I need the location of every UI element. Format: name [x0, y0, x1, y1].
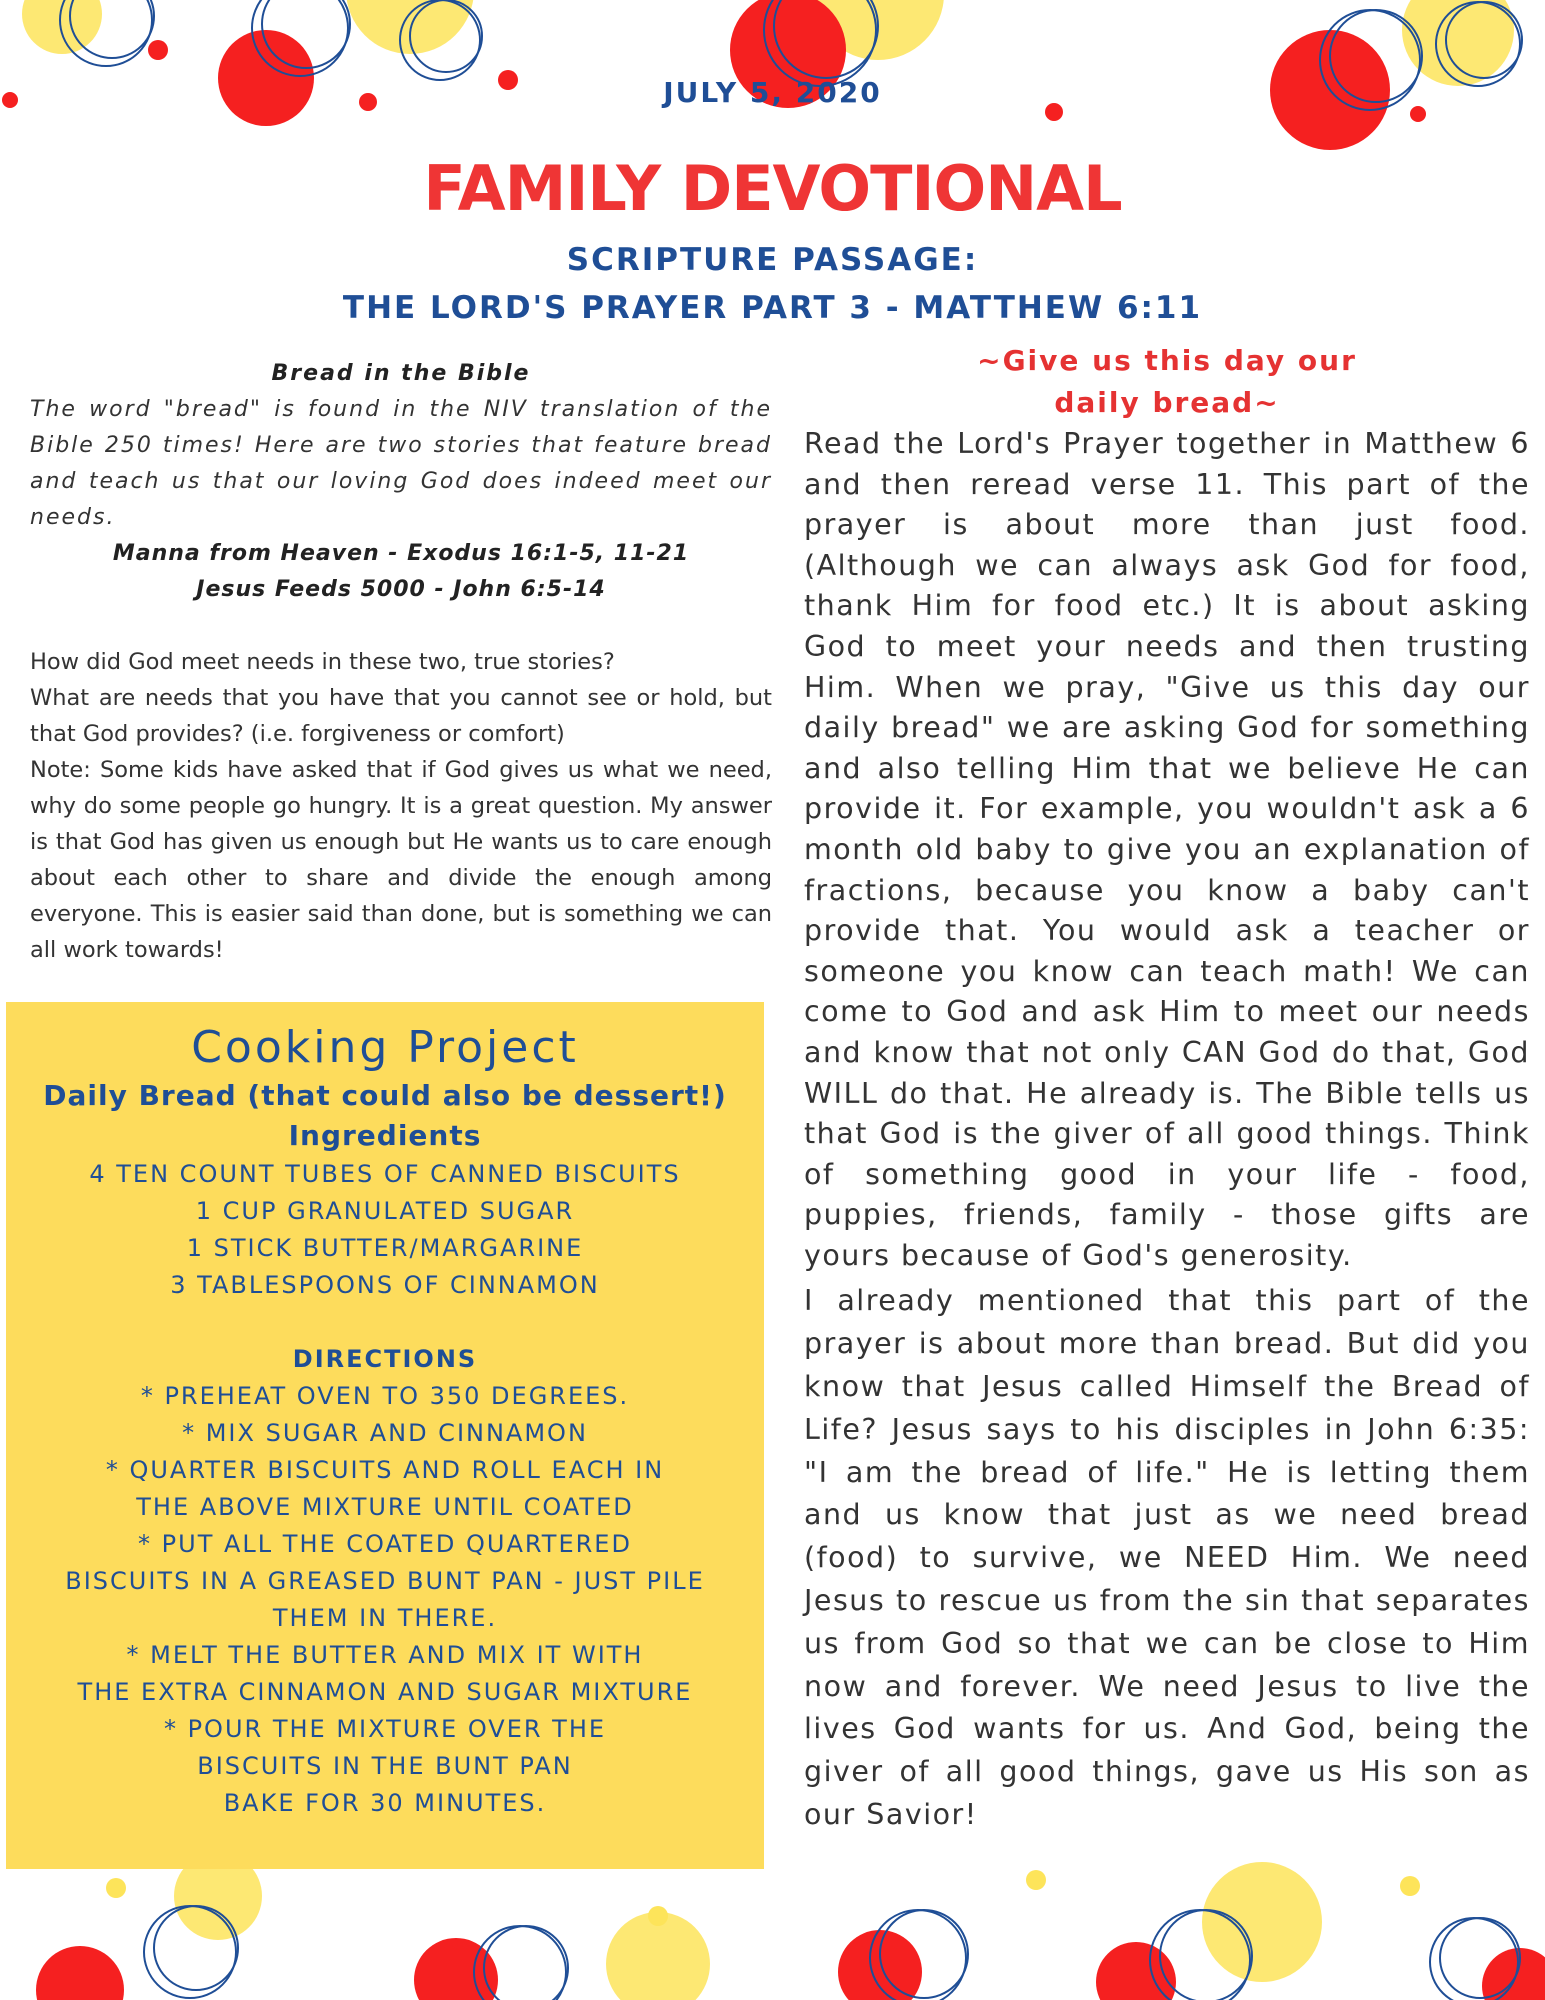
recipe-title: Daily Bread (that could also be dessert!): [43, 1079, 727, 1112]
direction-line: BAKE FOR 30 MINUTES.: [223, 1789, 547, 1817]
cooking-project-box: [6, 1002, 764, 1869]
direction-line: * MELT THE BUTTER AND MIX IT WITH: [126, 1641, 644, 1669]
direction-line: * QUARTER BISCUITS AND ROLL EACH IN: [105, 1456, 665, 1484]
direction-line: THEM IN THERE.: [272, 1604, 498, 1632]
discussion-questions: [30, 644, 772, 968]
bread-in-bible-section: [30, 356, 772, 968]
direction-line: BISCUITS IN THE BUNT PAN: [197, 1752, 573, 1780]
bread-in-bible-heading: Bread in the Bible: [271, 361, 531, 386]
bread-of-life-paragraph: I already mentioned that this part of the prayer is about more than bread. But did you know that Jesus called Himself the Bread of Life? Jesus says to his disciples in John 6:35: "I am the bread of life." He is letting them and us know that just as we need bread (food) to survive, we NEED Him. We need Jesus to rescue us from the sin that separates us from God so that we can be close to Him now and forever. We need Jesus to live the lives God wants for us. And God, being the giver of all good things, gave us His son as our Savior!: [804, 1284, 1530, 1832]
ingredient-item: 3 TABLESPOONS OF CINNAMON: [170, 1271, 600, 1299]
question-paragraph: What are needs that you have that you cannot see or hold, but that God provides? (i.e. forgiveness or comfort): [30, 685, 772, 747]
story-reference-feeds-5000: Jesus Feeds 5000 - John 6:5-14: [196, 577, 606, 602]
scripture-reference: THE LORD'S PRAYER PART 3 - MATTHEW 6:11: [342, 290, 1203, 326]
direction-line: * PREHEAT OVEN TO 350 DEGREES.: [140, 1382, 630, 1410]
scripture-label: SCRIPTURE PASSAGE:: [566, 242, 979, 278]
ingredient-item: 4 TEN COUNT TUBES OF CANNED BISCUITS: [89, 1160, 681, 1188]
bread-intro-text: The word "bread" is found in the NIV translation of the Bible 250 times! Here are two stories that feature bread and teach us that our loving God does indeed meet our needs.: [30, 397, 772, 530]
daily-bread-heading-line2: daily bread~: [1054, 386, 1280, 419]
directions-label: DIRECTIONS: [292, 1345, 478, 1373]
direction-line: * MIX SUGAR AND CINNAMON: [182, 1419, 588, 1447]
scripture-heading: [0, 236, 1545, 332]
story-reference-manna: Manna from Heaven - Exodus 16:1-5, 11-21: [112, 541, 690, 566]
direction-line: * POUR THE MIXTURE OVER THE: [163, 1715, 607, 1743]
devotional-date: JULY 5, 2020: [663, 76, 882, 109]
direction-line: THE ABOVE MIXTURE UNTIL COATED: [136, 1493, 634, 1521]
daily-bread-section: [804, 340, 1530, 1837]
ingredient-item: 1 CUP GRANULATED SUGAR: [195, 1197, 575, 1225]
direction-line: THE EXTRA CINNAMON AND SUGAR MIXTURE: [77, 1678, 693, 1706]
daily-bread-paragraph: Read the Lord's Prayer together in Matthew 6 and then reread verse 11. This part of the prayer is about more than just food. (Although we can always ask God for food, thank Him for food etc.) It is about asking God to meet your needs and then trusting Him. When we pray, "Give us this day our daily bread" we are asking God for something and also telling Him that we believe He can provide it. For example, you wouldn't ask a 6 month old baby to give you an explanation of fractions, because you know a baby can't provide that. You would ask a teacher or someone you know can teach math! We can come to God and ask Him to meet our needs and know that not only CAN God do that, God WILL do that. He already is. The Bible tells us that God is the giver of all good things. Think of something good in your life - food, puppies, friends, family - those gifts are yours because of God's generosity.: [804, 427, 1530, 1272]
cooking-project-heading: Cooking Project: [191, 1022, 579, 1073]
question-paragraph: How did God meet needs in these two, true stories?: [30, 649, 615, 675]
direction-line: BISCUITS IN A GREASED BUNT PAN - JUST PILE: [65, 1567, 705, 1595]
direction-line: * PUT ALL THE COATED QUARTERED: [138, 1530, 632, 1558]
daily-bread-heading-line1: ~Give us this day our: [977, 344, 1357, 377]
ingredients-label: Ingredients: [288, 1119, 482, 1152]
page-title: FAMILY DEVOTIONAL: [423, 152, 1122, 225]
ingredient-item: 1 STICK BUTTER/MARGARINE: [186, 1234, 584, 1262]
note-paragraph: Note: Some kids have asked that if God gives us what we need, why do some people go hungry. It is a great question. My answer is that God has given us enough but He wants us to care enough about each other to share and divide the enough among everyone. This is easier said than done, but is something we can all work towards!: [30, 757, 772, 963]
